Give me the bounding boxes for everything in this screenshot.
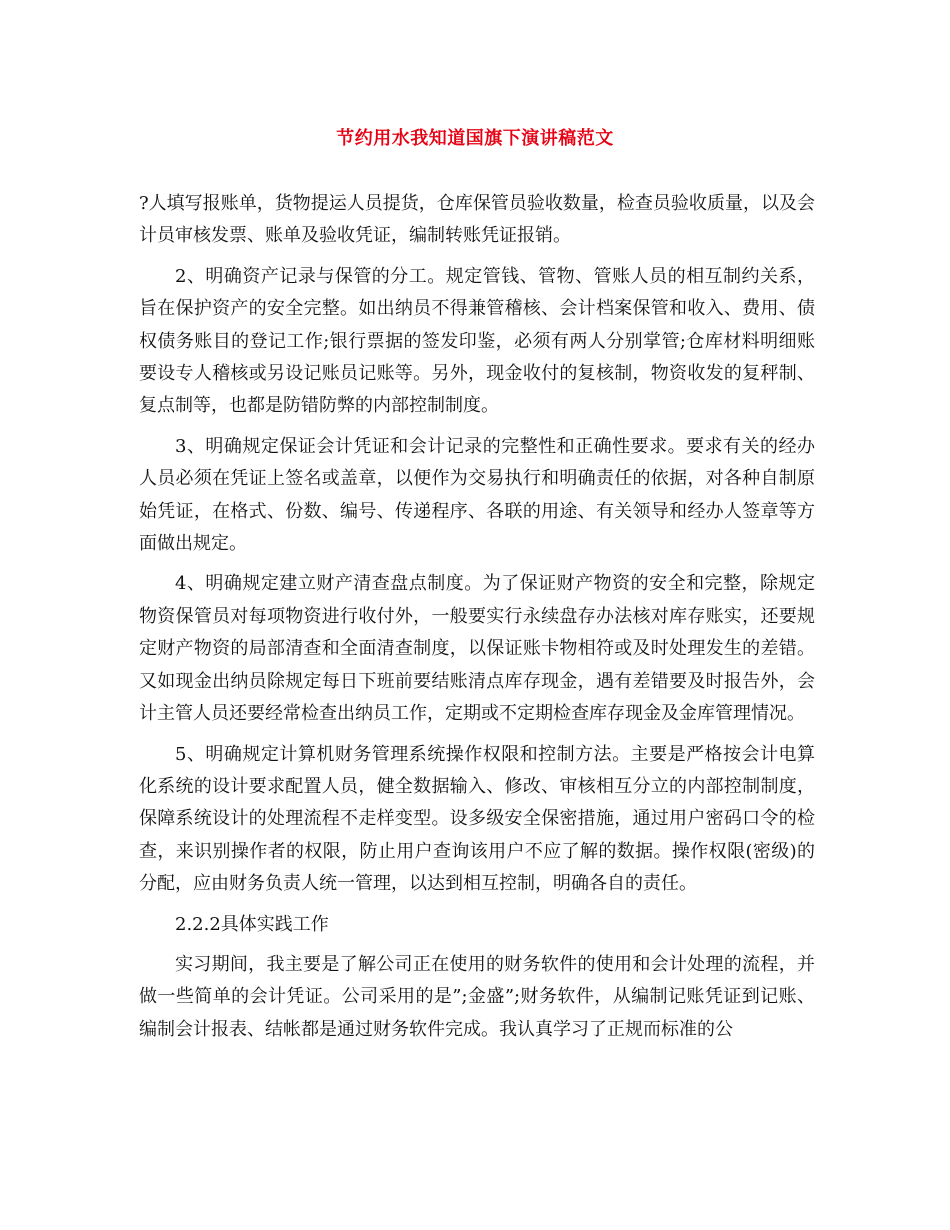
document-title: 节约用水我知道国旗下演讲稿范文: [336, 128, 614, 149]
paragraph-item-3: 3、明确规定保证会计凭证和会计记录的完整性和正确性要求。要求有关的经办人员必须在凭证上签名或盖章，以便作为交易执行和明确责任的依据，对各种自制原始凭证，在格式、份数、编号、传递程序、各联的用途、有关领导和经办人签章等方面做出规定。: [139, 435, 815, 555]
paragraph-item-2: 2、明确资产记录与保管的分工。规定管钱、管物、管账人员的相互制约关系，旨在保护资产的安全完整。如出纳员不得兼管稽核、会计档案保管和收入、费用、债权债务账目的登记工作;银行票据的签发印鉴，必须有两人分别掌管;仓库材料明细账要设专人稽核或另设记账员记账等。另外，现金收付的复核制，物资收发的复秤制、复点制等，也都是防错防弊的内部控制制度。: [139, 265, 815, 417]
paragraph-item-4: 4、明确规定建立财产清查盘点制度。为了保证财产物资的安全和完整，除规定物资保管员对每项物资进行收付外，一般要实行永续盘存办法核对库存账实，还要规定财产物资的局部清查和全面清查制度，以保证账卡物相符或及时处理发生的差错。又如现金出纳员除规定每日下班前要结账清点库存现金，遇有差错要及时报告外，会计主管人员还要经常检查出纳员工作，定期或不定期检查库存现金及金库管理情况。: [139, 573, 815, 725]
document-body: [139, 188, 815, 1054]
paragraph-item-5: 5、明确规定计算机财务管理系统操作权限和控制方法。主要是严格按会计电算化系统的设计要求配置人员，健全数据输入、修改、审核相互分立的内部控制制度，保障系统设计的处理流程不走样变型。设多级安全保密措施，通过用户密码口令的检查，来识别操作者的权限，防止用户查询该用户不应了解的数据。操作权限(密级)的分配，应由财务负责人统一管理，以达到相互控制，明确各自的责任。: [139, 743, 815, 895]
section-heading: 2.2.2具体实践工作: [175, 913, 329, 935]
paragraph-continuation: ?人填写报账单，货物提运人员提货，仓库保管员验收数量，检查员验收质量，以及会计员审核发票、账单及验收凭证，编制转账凭证报销。: [139, 193, 815, 247]
paragraph-practice: 实习期间，我主要是了解公司正在使用的财务软件的使用和会计处理的流程，并做一些简单的会计凭证。公司采用的是”;金盛”;财务软件，从编制记账凭证到记账、编制会计报表、结帐都是通过财务软件完成。我认真学习了正规而标准的公: [139, 953, 815, 1040]
